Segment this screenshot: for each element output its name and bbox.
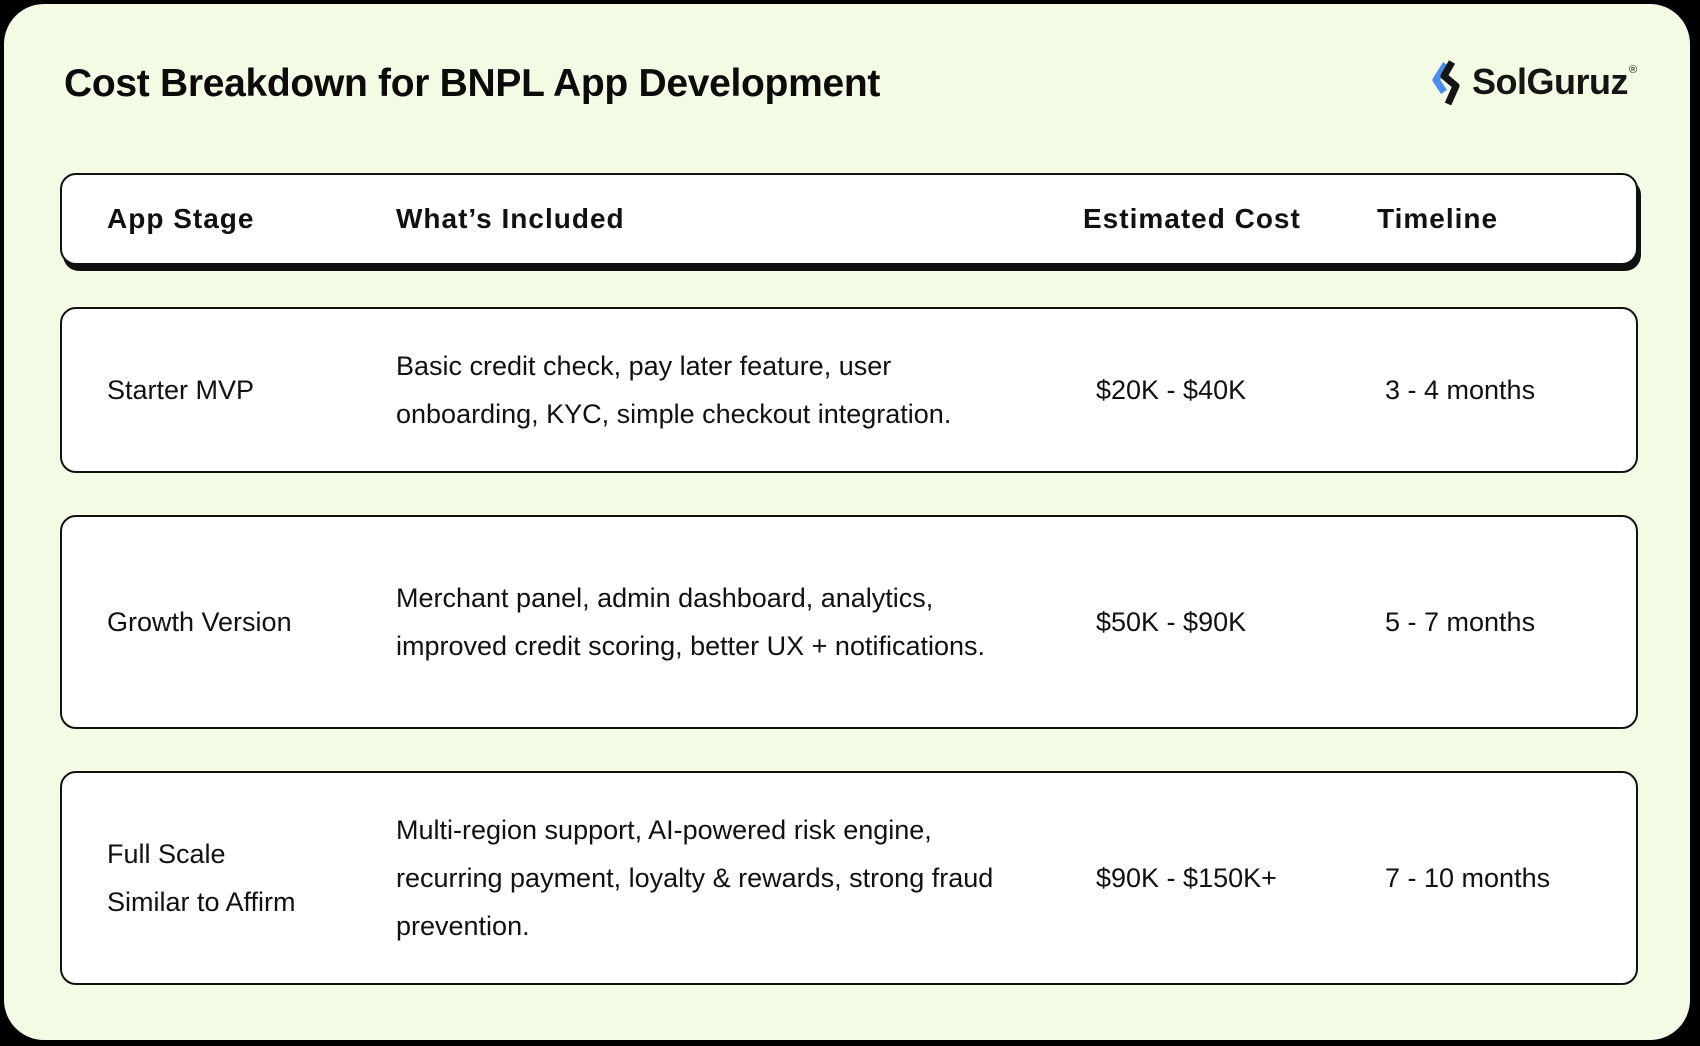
header-app-stage: App Stage	[107, 203, 255, 234]
row-timeline: 5 - 7 months	[1385, 607, 1536, 637]
page-title: Cost Breakdown for BNPL App Development	[64, 62, 881, 105]
stage-text: Growth Version	[107, 607, 292, 637]
included-text: Merchant panel, admin dashboard, analytics, improved credit scoring, better UX + notifications.	[396, 583, 986, 661]
table-header	[60, 173, 1638, 265]
included-text: Basic credit check, pay later feature, user onboarding, KYC, simple checkout integration.	[396, 351, 952, 429]
header-whats-included: What’s Included	[396, 203, 625, 234]
row-included	[396, 773, 996, 983]
row-cost: $90K - $150K+	[1096, 863, 1277, 893]
row-included	[396, 309, 996, 471]
header-timeline: Timeline	[1377, 203, 1499, 234]
solguruz-logo	[1432, 56, 1637, 108]
table-row	[60, 771, 1638, 985]
row-cost: $20K - $40K	[1096, 375, 1247, 405]
table-row	[60, 515, 1638, 729]
row-timeline: 7 - 10 months	[1385, 863, 1551, 893]
row-stage	[107, 773, 296, 983]
solguruz-logo-icon	[1432, 56, 1468, 108]
table-row	[60, 307, 1638, 473]
row-included	[396, 517, 986, 727]
stage-subtext: Similar to Affirm	[107, 887, 296, 917]
stage-text: Full Scale	[107, 839, 226, 869]
row-stage	[107, 517, 292, 727]
stage-text: Starter MVP	[107, 375, 255, 405]
included-text: Multi-region support, AI-powered risk engine, recurring payment, loyalty & rewards, strong fraud prevention.	[396, 815, 994, 941]
logo-text: SolGuruz	[1472, 61, 1628, 102]
header-estimated-cost: Estimated Cost	[1083, 203, 1301, 234]
row-stage	[107, 309, 254, 471]
row-cost: $50K - $90K	[1096, 607, 1247, 637]
row-timeline: 3 - 4 months	[1385, 375, 1536, 405]
registered-mark: ®	[1629, 64, 1638, 76]
